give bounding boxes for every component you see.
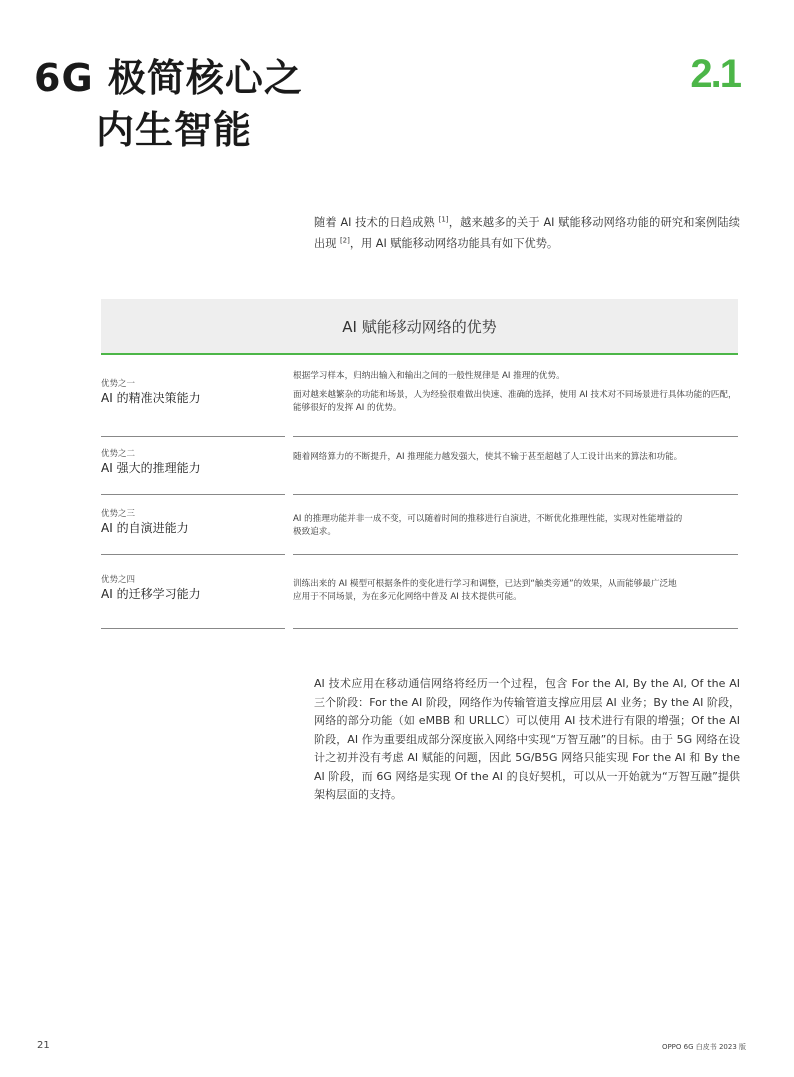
intro-paragraph xyxy=(314,212,740,254)
section-number: 2.1 xyxy=(690,52,740,96)
row-label-cell xyxy=(101,448,285,495)
page-title-line-1: 6G 极简核心之 xyxy=(34,56,303,100)
publication-footer: OPPO 6G 白皮书 2023 版 xyxy=(661,1043,746,1051)
row-kicker: 优势之三 xyxy=(101,509,136,519)
row-description: 随着网络算力的不断提升，AI 推理能力越发强大，使其不输于甚至超越了人工设计出来的算法和功能。 xyxy=(293,452,683,462)
row-description: 根据学习样本，归纳出输入和输出之间的一般性规律是 AI 推理的优势。 xyxy=(293,371,565,381)
row-description-cell xyxy=(293,513,738,555)
row-label-cell xyxy=(101,508,285,555)
intro-text-b: ，越来越多的关于 AI 赋能移动网络功能的研究和案例陆续出现 xyxy=(314,216,740,250)
page-title xyxy=(34,52,303,156)
row-kicker: 优势之四 xyxy=(101,575,136,585)
row-kicker: 优势之一 xyxy=(101,379,136,389)
row-description-cell xyxy=(293,451,738,495)
row-caption: AI 强大的推理能力 xyxy=(101,461,201,475)
row-label-cell xyxy=(101,574,285,629)
page-title-line-2: 内生智能 xyxy=(96,108,253,152)
row-caption: AI 的自演进能力 xyxy=(101,521,189,535)
body-paragraph: AI 技术应用在移动通信网络将经历一个过程，包含 For the AI, By the AI, Of the AI 三个阶段：For the AI 阶段，网络作为传输管道支撑应用层 AI 业务；By the AI 阶段，网络的部分功能（如 eMBB 和 URLLC）可以使用 AI 技术进行有限的增强；Of the AI 阶段，AI 作为重要组成部分深度嵌入网络中实现“万智互融”的目标。由于 5G 网络在设计之初并没有考虑 AI 赋能的问题，因此 5G/B5G 网络只能实现 For the AI 和 By the AI 阶段，而 6G 网络是实现 Of the AI 的良好契机，可以从一开始就为“万智互融”提供架构层面的支持。 xyxy=(314,677,740,801)
row-description-cell xyxy=(293,370,738,437)
row-caption: AI 的迁移学习能力 xyxy=(101,587,201,601)
intro-text-a: 随着 AI 技术的日趋成熟 xyxy=(314,216,439,229)
row-description: AI 的推理功能并非一成不变，可以随着时间的推移进行自演进，不断优化推理性能，实现对性能增益的极致追求。 xyxy=(293,514,683,537)
row-label-cell xyxy=(101,378,285,437)
page-number: 21 xyxy=(37,1040,50,1051)
intro-text-c: ，用 AI 赋能移动网络功能具有如下优势。 xyxy=(349,237,559,250)
row-caption: AI 的精准决策能力 xyxy=(101,391,201,405)
row-description-2: 面对越来越繁杂的功能和场景，人为经验很难做出快速、准确的选择，使用 AI 技术对不同场景进行具体功能的匹配，能够很好的发挥 AI 的优势。 xyxy=(293,390,737,413)
row-kicker: 优势之二 xyxy=(101,449,136,459)
row-description: 训练出来的 AI 模型可根据条件的变化进行学习和调整，已达到“触类旁通”的效果，从而能够最广泛地应用于不同场景，为在多元化网络中普及 AI 技术提供可能。 xyxy=(293,579,677,602)
row-description-cell xyxy=(293,578,738,629)
advantages-table-heading xyxy=(101,299,738,355)
table-heading-text: AI 赋能移动网络的优势 xyxy=(342,317,497,336)
reference-2: [2] xyxy=(339,236,350,245)
reference-1: [1] xyxy=(438,215,449,224)
